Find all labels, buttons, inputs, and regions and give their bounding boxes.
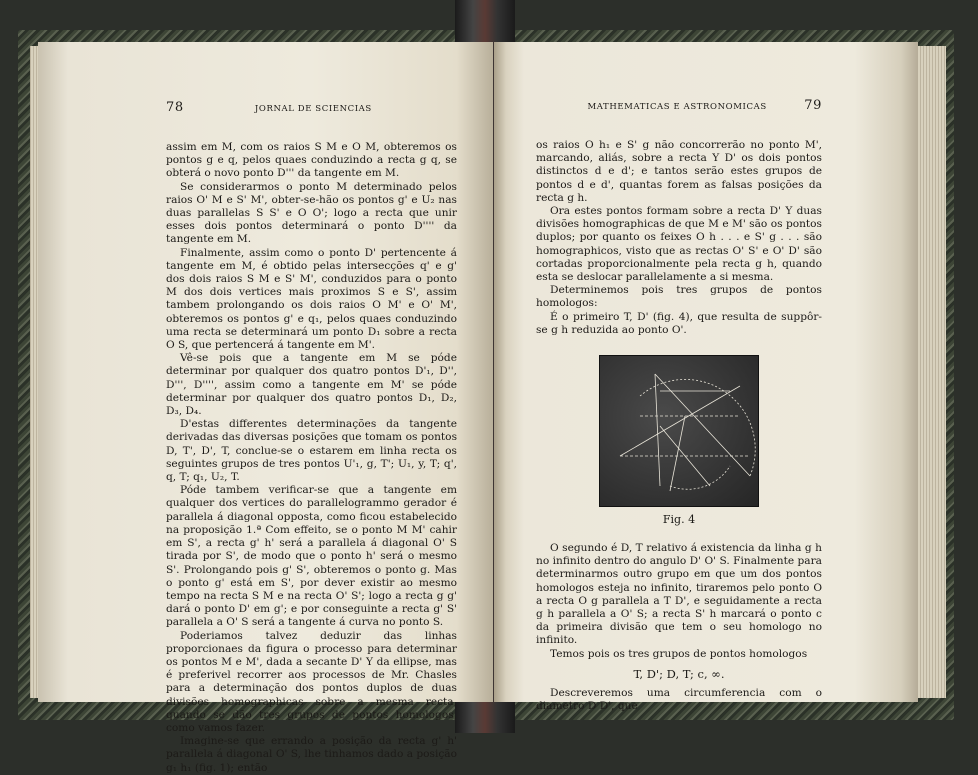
paragraph: assim em M, com os raios S M e O M, obteremos os pontos g e q, pelos quaes conduzindo a recta g q, se obterá o novo ponto D''' da tangente em M. xyxy=(166,141,457,180)
line-a xyxy=(655,374,750,476)
lower-arc xyxy=(670,466,730,489)
left-page xyxy=(38,42,493,774)
paragraph: os raios O h₁ e S' g não concorrerão no ponto M', marcando, aliás, sobre a recta Y D' os dois pontos distinctos d e d'; e tantos serão estes grupos de pontos d e d', quantas forem as falsas posições da recta g h. xyxy=(536,139,822,204)
formula: T, D'; D, T; c, ∞. xyxy=(633,666,725,681)
paragraph: Poderiamos talvez deduzir das linhas proporcionaes da figura o processo para determinar os pontos M e M', dada a secante D' Y da ellipse, mas é preferivel recorrer aos processos de Mr. Chasles para a determinação dos pontos duplos de duas divisões homographicas sobre a mesma recta, quando se dão tres grupos de pontos homologos, como vamos fazer. xyxy=(166,629,457,734)
geometry-diagram xyxy=(600,356,758,506)
paragraph: O segundo é D, T relativo á existencia da linha g h no infinito dentro do angulo D' O' S. Finalmente para determinarmos outro grupo em que um dos pontos homologos esteja no infinito, tiraremos pelo ponto O a recta O g parallela a T D', e seguidamente a recta g h parallela a O' S; a recta S' h marcará o ponto c da primeira divisão que tem o seu homologo no infinito. xyxy=(536,542,822,647)
paragraph: Determinemos pois tres grupos de pontos homologos: xyxy=(536,284,822,310)
paragraph: Vê-se pois que a tangente em M se póde determinar por qualquer dos quatro pontos D'₁, D'', D''', D'''', assim como a tangente em M' se póde determinar por qualquer dos quatro pontos D₁, D₂, D₃, D₄. xyxy=(166,352,457,418)
right-body-text xyxy=(536,139,822,713)
right-page-number: 79 xyxy=(804,98,822,113)
paragraph: Póde tambem verificar-se que a tangente em qualquer dos vertices do parallelogrammo gerador é parallela á diagonal opposta, como ficou estabelecido na proposição 1.ª Com effeito, se o ponto M M' cahir em S', a recta g' h' será a parallela á diagonal O' S tirada por S', de modo que o ponto h' será o mesmo S'. Prolongando pois g' S', obteremos o ponto g. Mas o ponto g' está em S', por dever existir ao mesmo tempo na recta S M e na recta O' S'; logo a recta g g' dará o ponto D' em g'; e por conseguinte a recta g' S' parallela a O' S será a tangente á curva no ponto S. xyxy=(166,484,457,629)
line-c xyxy=(655,374,660,486)
paragraph: D'estas differentes determinações da tangente derivadas das diversas posições que tomam os pontos D, T', D', T, conclue-se o estarem em linha recta os seguintes grupos de tres pontos U'₁, g, T'; U₁, y, T; q', q, T; q₁, U₂, T. xyxy=(166,418,457,484)
paragraph: Se considerarmos o ponto M determinado pelos raios O' M e S' M', obter-se-hão os pontos g' e U₂ nas duas parallelas S S' e O O'; logo a recta que unir esses dois pontos determinará o ponto D'''' da tangente em M. xyxy=(166,180,457,246)
left-page-number: 78 xyxy=(166,100,184,115)
paragraph: Ora estes pontos formam sobre a recta D' Y duas divisões homographicas de que M e M' são os pontos duplos; por quanto os feixes O h . . . e S' g . . . são homographicos, visto que as rectas O' S' e O' D' são cortadas proporcionalmente pela recta g h, quando esta se deslocar parallelamente a si mesma. xyxy=(536,205,822,284)
paragraph: É o primeiro T, D' (fig. 4), que resulta de suppôr-se g h reduzida ao ponto O'. xyxy=(536,310,822,336)
paragraph: Temos pois os tres grupos de pontos homologos xyxy=(550,647,808,660)
right-running-head xyxy=(536,98,822,113)
left-running-head xyxy=(166,100,457,115)
left-running-title: JORNAL DE SCIENCIAS xyxy=(254,104,372,114)
right-page xyxy=(494,42,918,713)
figure-caption: Fig. 4 xyxy=(662,513,696,527)
paragraph: Descreveremos uma circumferencia com o diametro D D', que xyxy=(536,686,822,713)
right-running-title: MATHEMATICAS E ASTRONOMICAS xyxy=(587,102,767,112)
paragraph: Imagine-se que errando a posição da recta g' h' parallela á diagonal O' S, lhe tinhamos dado a posição g₁ h₁ (fig. 1); então xyxy=(166,735,457,774)
left-body-text xyxy=(166,141,457,775)
paragraph: Finalmente, assim como o ponto D' pertencente á tangente em M, é obtido pelas intersecções q' e g' dos dois raios S M e S' M', conduzidos para o ponto M dos dois vertices mais proximos S e S', assim tambem prolongando os dois raios O M' e O' M', obteremos os pontos g' e q₁, pelos quaes conduzindo uma recta se determinará um ponto D₁ sobre a recta O S, que pertencerá á tangente em M'. xyxy=(166,246,457,352)
geometry-figure xyxy=(599,355,759,507)
